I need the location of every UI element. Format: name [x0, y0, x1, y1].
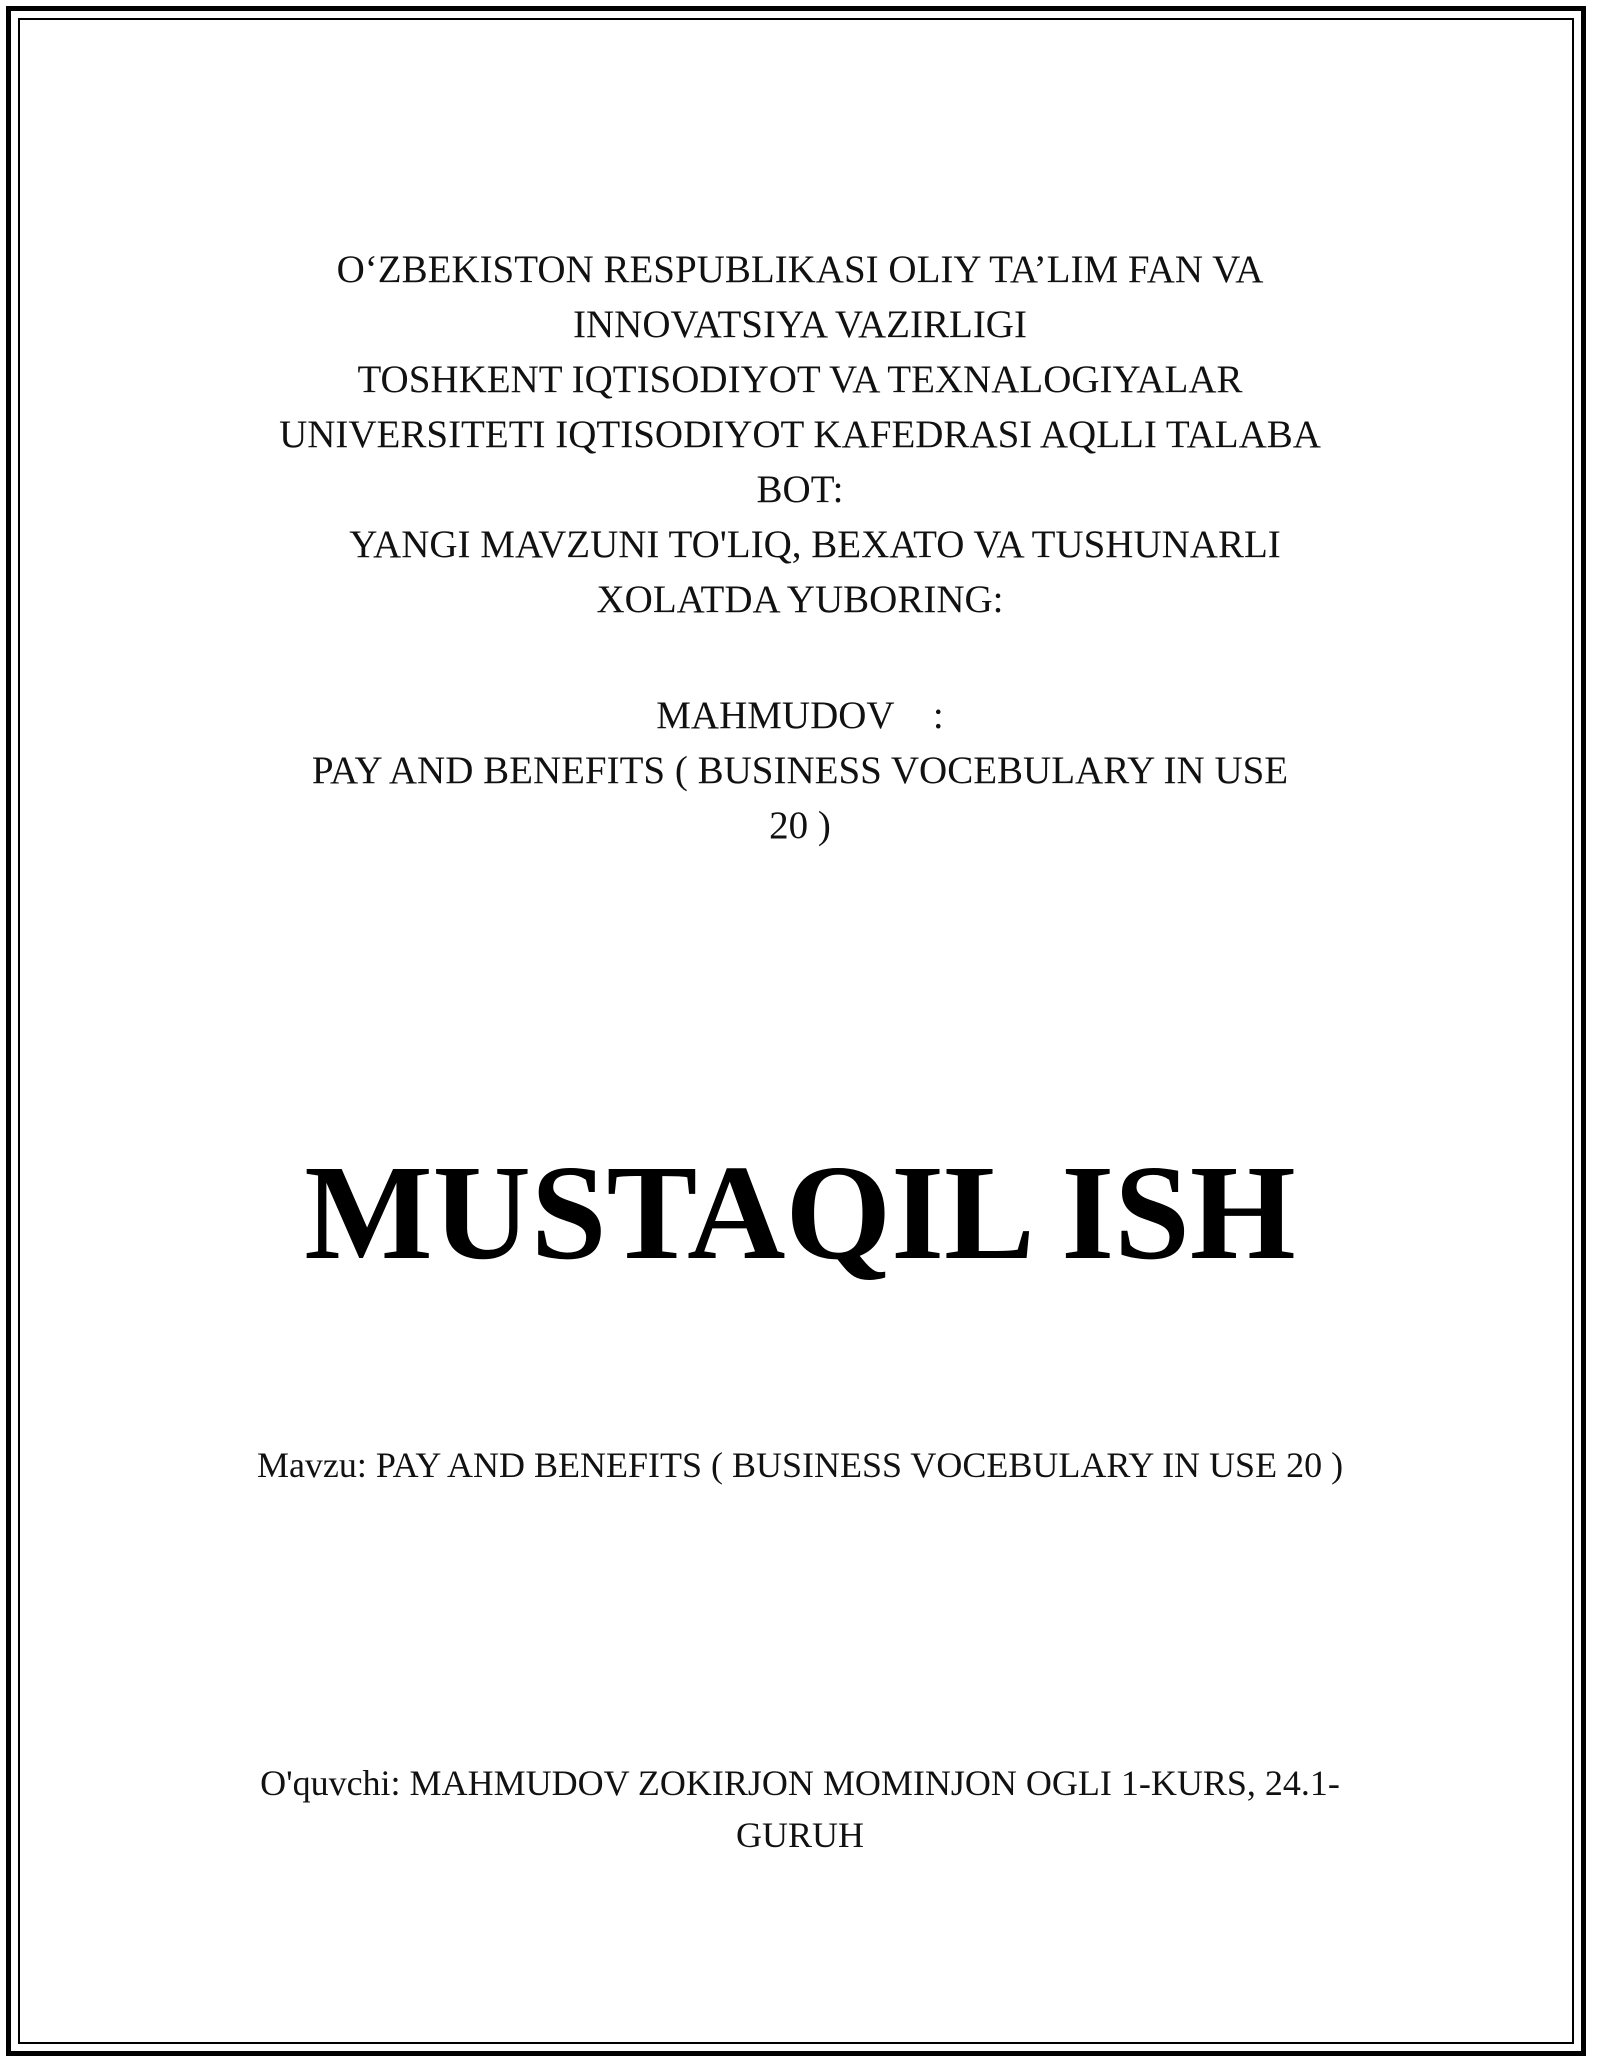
student-info — [200, 1757, 1400, 1861]
header-line: UNIVERSITETI IQTISODIYOT KAFEDRASI AQLLI TALABA — [279, 413, 1321, 456]
document-title: MUSTAQIL ISH — [304, 1138, 1296, 1288]
author-line: PAY AND BENEFITS ( BUSINESS VOCEBULARY IN USE — [311, 749, 1289, 792]
header-line: INNOVATSIYA VAZIRLIGI — [573, 303, 1027, 346]
student-line: GURUH — [735, 1815, 864, 1855]
header-line: BOT: — [756, 468, 844, 511]
header-line: O‘ZBEKISTON RESPUBLIKASI OLIY TA’LIM FAN VA — [336, 248, 1264, 291]
author-line: MAHMUDOV : — [656, 694, 944, 737]
ministry-header — [200, 242, 1400, 627]
header-line: XOLATDA YUBORING: — [596, 578, 1004, 621]
student-line: O'quvchi: MAHMUDOV ZOKIRJON MOMINJON OGLI 1-KURS, 24.1- — [260, 1763, 1340, 1803]
author-line: 20 ) — [769, 804, 831, 847]
author-block — [200, 688, 1400, 853]
header-line: YANGI MAVZUNI TO'LIQ, BEXATO VA TUSHUNARLI — [349, 523, 1281, 566]
header-line: TOSHKENT IQTISODIYOT VA TEXNALOGIYALAR — [357, 358, 1243, 401]
topic-line: Mavzu: PAY AND BENEFITS ( BUSINESS VOCEBULARY IN USE 20 ) — [256, 1445, 1344, 1485]
